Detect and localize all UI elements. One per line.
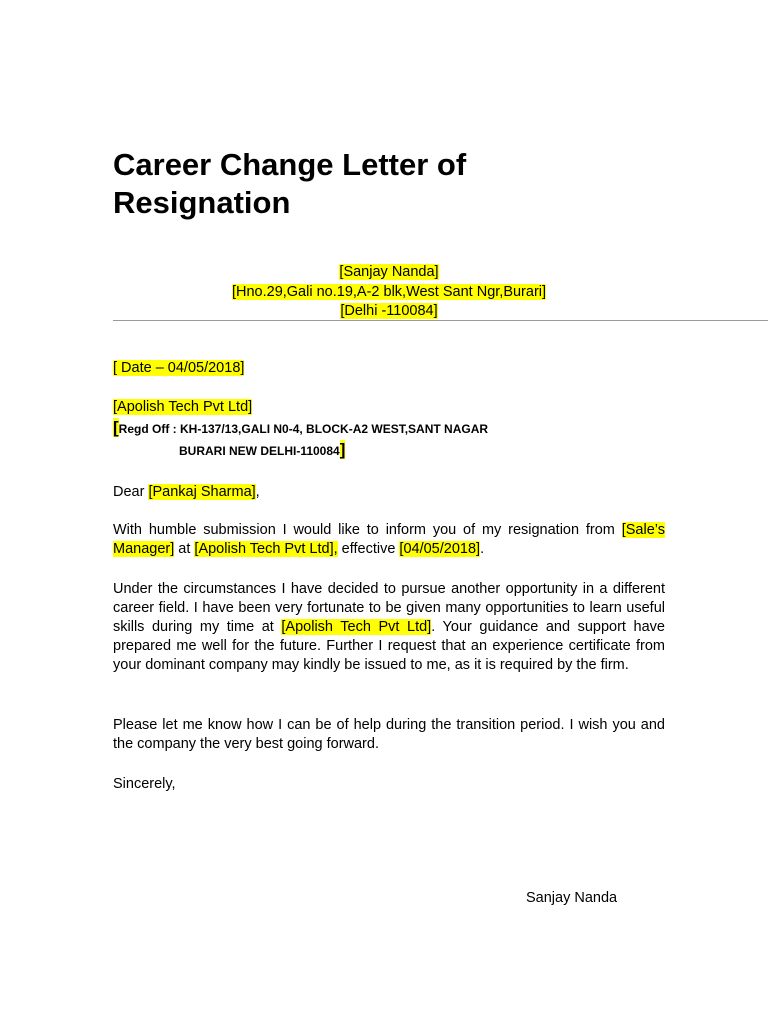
- para1-date: [04/05/2018]: [399, 541, 481, 557]
- regd-office-line-1: Regd Off : KH-137/13,GALI N0-4, BLOCK-A2 WEST,SANT NAGAR: [118, 422, 489, 436]
- recipient-company: [Apolish Tech Pvt Ltd]: [113, 399, 253, 415]
- sender-city: [Delhi -110084]: [340, 303, 438, 319]
- paragraph-2: [113, 580, 665, 675]
- regd-office-line-2: BURARI NEW DELHI-110084: [179, 444, 340, 458]
- sender-name-line: [113, 263, 665, 282]
- title-line-1: Career Change Letter of: [113, 147, 467, 182]
- recipient-address-line-1: [113, 418, 488, 439]
- para1-text-4: .: [480, 541, 485, 557]
- para1-text-3: effective: [337, 541, 400, 557]
- paragraph-1: [113, 521, 665, 559]
- para2-text-1: Under the circumstances I have decided to pursue another opportunity in a different career field. I have been very fortunate to be given many opportunities to learn useful skills during my time at: [113, 581, 665, 635]
- sender-address-line: [113, 283, 665, 302]
- close-bracket: ]: [339, 440, 346, 459]
- paragraph-3: Please let me know how I can be of help during the transition period. I wish you and the company the very best going forward.: [113, 717, 665, 752]
- salutation-prefix: Dear: [113, 484, 149, 500]
- para1-company: [Apolish Tech Pvt Ltd],: [194, 541, 338, 557]
- letter-title: [113, 146, 673, 222]
- salutation: [113, 483, 260, 502]
- signature-name: Sanjay Nanda: [526, 890, 618, 906]
- para1-role: [Sale’s Manager]: [113, 522, 665, 557]
- sender-address: [Hno.29,Gali no.19,A-2 blk,West Sant Ngr,Burari]: [231, 284, 547, 300]
- para2-text-2: . Your guidance and support have prepared me well for the future. Further I request that an experience certificate from your dominant company may kindly be issued to me, as it is required by the firm.: [113, 619, 665, 673]
- header-divider: [113, 320, 768, 321]
- open-bracket: [: [113, 418, 119, 437]
- sender-city-line: [113, 302, 665, 321]
- recipient-address-line-2: [179, 440, 345, 461]
- para2-company: [Apolish Tech Pvt Ltd]: [281, 619, 432, 635]
- sender-name: [Sanjay Nanda]: [339, 264, 439, 280]
- para1-text-1: With humble submission I would like to inform you of my resignation from: [113, 522, 622, 538]
- date-line: [113, 359, 244, 378]
- letter-date: [ Date – 04/05/2018]: [113, 360, 245, 376]
- recipient-company-line: [113, 398, 252, 417]
- para1-text-2: at: [174, 541, 195, 557]
- title-line-2: Resignation: [113, 185, 291, 220]
- salutation-suffix: ,: [255, 484, 260, 500]
- closing: Sincerely,: [113, 776, 176, 792]
- salutation-name: [Pankaj Sharma]: [148, 484, 256, 500]
